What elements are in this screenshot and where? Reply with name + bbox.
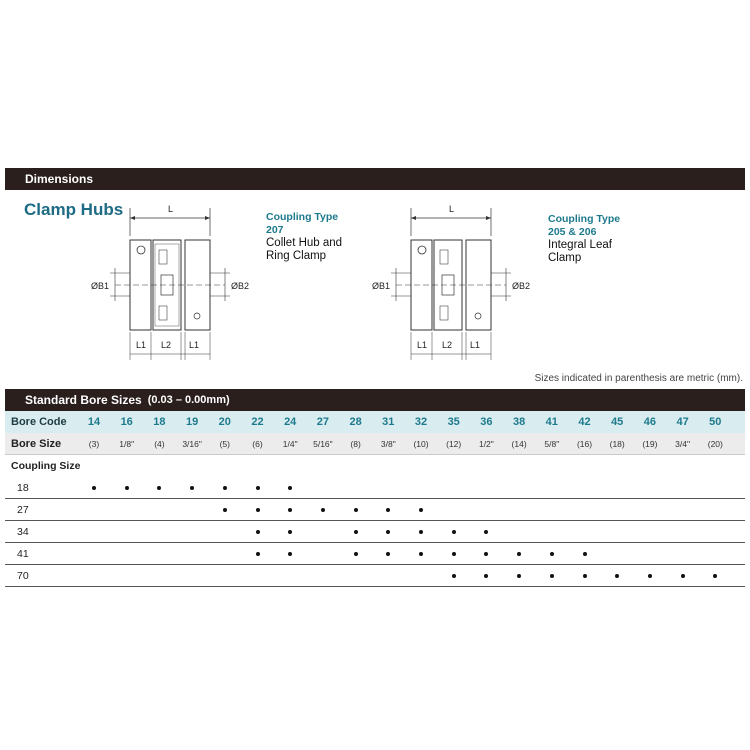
dot-mark xyxy=(288,486,292,490)
availability-dot xyxy=(635,565,665,586)
L1-label: L1 xyxy=(470,340,481,350)
availability-dot xyxy=(275,543,305,564)
bore-code-cell: 28 xyxy=(349,416,362,428)
bore-code-cell: 46 xyxy=(643,416,657,428)
dot-mark xyxy=(125,486,129,490)
coupling-desc-line1: Integral Leaf xyxy=(548,239,612,251)
availability-dot xyxy=(668,565,698,586)
dot-mark xyxy=(256,486,260,490)
dot-mark xyxy=(419,552,423,556)
dot-mark xyxy=(223,486,227,490)
availability-dot xyxy=(602,565,632,586)
dot-mark xyxy=(452,530,456,534)
availability-dot xyxy=(243,521,273,542)
dot-mark xyxy=(681,574,685,578)
coupling-size-row xyxy=(5,477,745,499)
coupling-rows xyxy=(5,477,745,587)
dot-mark xyxy=(419,530,423,534)
availability-dot xyxy=(471,543,501,564)
bore-code-cell: 31 xyxy=(382,416,395,428)
availability-dot xyxy=(373,499,403,520)
dot-mark xyxy=(615,574,619,578)
availability-dot xyxy=(144,477,174,498)
dot-mark xyxy=(386,552,390,556)
L1-label: L1 xyxy=(189,340,200,350)
availability-dot xyxy=(177,477,207,498)
availability-dot xyxy=(700,565,730,586)
bore-size-label: Bore Size xyxy=(11,437,62,450)
bore-size-cell: (20) xyxy=(707,438,723,449)
dot-mark xyxy=(256,508,260,512)
dot-mark xyxy=(288,508,292,512)
dot-mark xyxy=(517,552,521,556)
availability-dot xyxy=(439,565,469,586)
bore-code-cell: 22 xyxy=(251,416,264,428)
B1-label: ØB1 xyxy=(91,281,110,291)
availability-dot xyxy=(341,521,371,542)
dot-mark xyxy=(354,508,358,512)
bore-code-cell: 36 xyxy=(480,416,493,428)
bore-code-row xyxy=(5,411,745,433)
bore-size-cell: (12) xyxy=(446,438,462,449)
availability-dot xyxy=(570,565,600,586)
dot-mark xyxy=(354,530,358,534)
L-label: L xyxy=(168,204,174,214)
coupling-desc-line2: Clamp xyxy=(548,252,582,264)
availability-dot xyxy=(504,543,534,564)
availability-dot xyxy=(537,543,567,564)
bore-size-cell: (3) xyxy=(88,438,100,449)
availability-dot xyxy=(210,477,240,498)
dot-mark xyxy=(517,574,521,578)
dot-mark xyxy=(484,530,488,534)
availability-dot xyxy=(79,477,109,498)
L2-label: L2 xyxy=(161,340,172,350)
coupling-size-row xyxy=(5,543,745,565)
bore-code-cell: 38 xyxy=(512,416,526,428)
bore-code-cell: 20 xyxy=(218,416,231,428)
dot-mark xyxy=(92,486,96,490)
dot-mark xyxy=(484,552,488,556)
coupling-207-drawing xyxy=(85,198,255,368)
bore-size-cell: 5/16" xyxy=(313,438,333,449)
dot-mark xyxy=(550,552,554,556)
coupling-size-row xyxy=(5,565,745,587)
availability-dot xyxy=(243,499,273,520)
bore-size-cell: (5) xyxy=(219,438,230,449)
dot-mark xyxy=(288,552,292,556)
bore-code-cell: 42 xyxy=(578,416,591,428)
dot-mark xyxy=(190,486,194,490)
bore-size-cell: (8) xyxy=(350,438,361,449)
availability-dot xyxy=(537,565,567,586)
bore-size-cell: 5/8" xyxy=(544,438,560,449)
bore-size-cell: (4) xyxy=(154,438,165,449)
coupling-size-value: 41 xyxy=(17,547,29,560)
coupling-size-row xyxy=(5,499,745,521)
bore-size-row xyxy=(5,433,745,455)
dimensions-header-label: Dimensions xyxy=(25,172,94,186)
availability-dot xyxy=(439,543,469,564)
availability-dot xyxy=(275,499,305,520)
dot-mark xyxy=(157,486,161,490)
dot-mark xyxy=(386,508,390,512)
coupling-size-value: 18 xyxy=(17,481,29,494)
availability-dot xyxy=(243,477,273,498)
B2-label: ØB2 xyxy=(512,281,531,291)
availability-dot xyxy=(275,477,305,498)
dimensions-header-bar xyxy=(5,168,745,190)
dot-mark xyxy=(321,508,325,512)
availability-dot xyxy=(406,521,436,542)
dot-mark xyxy=(256,530,260,534)
dot-mark xyxy=(583,574,587,578)
bore-size-cell: 1/2" xyxy=(478,438,494,449)
availability-dot xyxy=(471,521,501,542)
bore-code-cell: 35 xyxy=(447,416,460,428)
bore-size-cell: (18) xyxy=(609,438,625,449)
bore-code-cell: 45 xyxy=(611,416,624,428)
bore-code-label: Bore Code xyxy=(11,416,67,428)
availability-dot xyxy=(570,543,600,564)
bore-code-cell: 32 xyxy=(414,416,428,428)
bore-code-cell: 18 xyxy=(153,416,166,428)
coupling-size-row xyxy=(5,521,745,543)
availability-dot xyxy=(504,565,534,586)
dot-mark xyxy=(288,530,292,534)
standard-bore-range: (0.03 – 0.00mm) xyxy=(147,394,230,406)
dot-mark xyxy=(419,508,423,512)
bore-size-cell: (16) xyxy=(576,438,593,449)
coupling-type-code: 205 & 206 xyxy=(548,226,597,238)
bore-code-cell: 50 xyxy=(709,416,722,428)
L-label: L xyxy=(449,204,455,214)
availability-dot xyxy=(275,521,305,542)
L1-label: L1 xyxy=(136,340,147,350)
dot-mark xyxy=(484,574,488,578)
dot-mark xyxy=(256,552,260,556)
coupling-size-value: 34 xyxy=(17,525,29,538)
availability-dot xyxy=(373,521,403,542)
standard-bore-title: Standard Bore Sizes xyxy=(25,393,142,407)
availability-dot xyxy=(406,543,436,564)
availability-dot xyxy=(471,565,501,586)
availability-dot xyxy=(341,543,371,564)
bore-code-cell: 27 xyxy=(316,416,330,428)
coupling-desc-line1: Collet Hub and xyxy=(266,237,343,249)
availability-dot xyxy=(373,543,403,564)
bore-size-cell: (14) xyxy=(511,438,527,449)
dot-mark xyxy=(713,574,717,578)
standard-bore-sizes-bar xyxy=(5,389,745,411)
bore-code-cell: 41 xyxy=(545,416,558,428)
coupling-type-207 xyxy=(266,211,342,263)
dot-mark xyxy=(550,574,554,578)
bore-size-cell: 3/8" xyxy=(380,438,396,449)
bore-size-table xyxy=(5,411,745,587)
availability-dot xyxy=(112,477,142,498)
bore-code-cell: 19 xyxy=(185,416,199,428)
bore-size-cell: (10) xyxy=(413,438,429,449)
bore-size-cell: 1/8" xyxy=(119,438,135,449)
metric-note: Sizes indicated in parenthesis are metric (mm). xyxy=(534,373,743,384)
bore-size-cell: (6) xyxy=(252,438,263,449)
availability-dot xyxy=(243,543,273,564)
availability-dot xyxy=(406,499,436,520)
bore-code-cell: 14 xyxy=(87,416,101,428)
dot-mark xyxy=(648,574,652,578)
coupling-size-value: 70 xyxy=(17,569,29,582)
availability-dot xyxy=(308,499,338,520)
dot-mark xyxy=(354,552,358,556)
coupling-type-label: Coupling Type xyxy=(266,211,339,223)
coupling-205-206-drawing xyxy=(366,198,536,368)
B1-label: ØB1 xyxy=(372,281,391,291)
dot-mark xyxy=(223,508,227,512)
availability-dot xyxy=(341,499,371,520)
availability-dot xyxy=(439,521,469,542)
coupling-type-205-206 xyxy=(548,213,620,265)
coupling-desc-line2: Ring Clamp xyxy=(266,250,327,262)
coupling-type-label: Coupling Type xyxy=(548,213,621,225)
bore-size-cell: 3/16" xyxy=(182,438,202,449)
coupling-size-label: Coupling Size xyxy=(11,460,81,472)
bore-size-cell: 1/4" xyxy=(282,438,298,449)
dot-mark xyxy=(452,574,456,578)
B2-label: ØB2 xyxy=(231,281,250,291)
availability-dot xyxy=(210,499,240,520)
L1-label: L1 xyxy=(417,340,428,350)
section-title: Clamp Hubs xyxy=(24,200,124,219)
L2-label: L2 xyxy=(442,340,453,350)
coupling-type-code: 207 xyxy=(266,224,284,236)
coupling-size-value: 27 xyxy=(17,503,29,516)
bore-code-cell: 24 xyxy=(284,416,297,428)
dot-mark xyxy=(583,552,587,556)
bore-size-cell: (19) xyxy=(642,438,658,449)
dot-mark xyxy=(386,530,390,534)
coupling-size-header-row xyxy=(5,455,745,477)
dot-mark xyxy=(452,552,456,556)
bore-size-cell: 3/4" xyxy=(675,438,691,449)
bore-code-cell: 47 xyxy=(676,416,689,428)
bore-code-cell: 16 xyxy=(120,416,133,428)
